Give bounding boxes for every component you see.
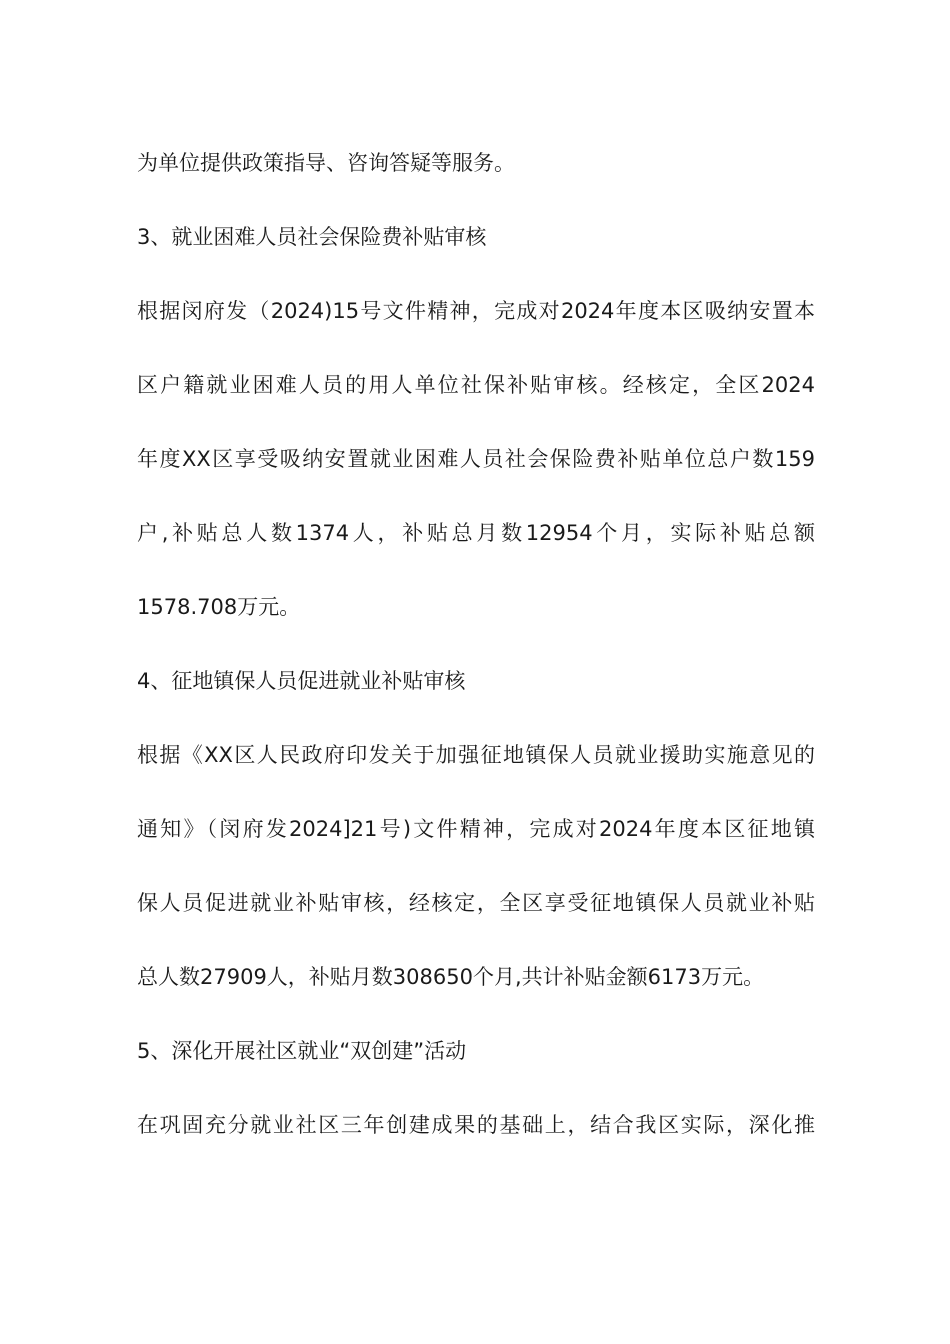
paragraph-line: 通知》（闵府发2024]21号)文件精神，完成对2024年度本区征地镇 (137, 817, 815, 841)
paragraph-line: 为单位提供政策指导、咨询答疑等服务。 (137, 151, 515, 175)
paragraph-line: 户,补贴总人数1374人，补贴总月数12954个月，实际补贴总额 (137, 521, 815, 545)
paragraph-line: 年度XX区享受吸纳安置就业困难人员社会保险费补贴单位总户数159 (137, 447, 815, 471)
paragraph-line: 保人员促进就业补贴审核，经核定，全区享受征地镇保人员就业补贴 (137, 891, 815, 915)
paragraph-line: 根据闵府发（2024)15号文件精神，完成对2024年度本区吸纳安置本 (137, 299, 815, 323)
section-heading-5: 5、深化开展社区就业“双创建”活动 (137, 1039, 467, 1063)
section-heading-3: 3、就业困难人员社会保险费补贴审核 (137, 225, 487, 249)
section-heading-4: 4、征地镇保人员促进就业补贴审核 (137, 669, 466, 693)
paragraph-line: 区户籍就业困难人员的用人单位社保补贴审核。经核定，全区2024 (137, 373, 815, 397)
document-body (137, 138, 815, 1174)
paragraph-line: 总人数27909人，补贴月数308650个月,共计补贴金额6173万元。 (137, 965, 765, 989)
paragraph-line: 根据《XX区人民政府印发关于加强征地镇保人员就业援助实施意见的 (137, 743, 815, 767)
paragraph-line: 1578.708万元。 (137, 595, 301, 619)
paragraph-line: 在巩固充分就业社区三年创建成果的基础上，结合我区实际，深化推 (137, 1113, 815, 1137)
